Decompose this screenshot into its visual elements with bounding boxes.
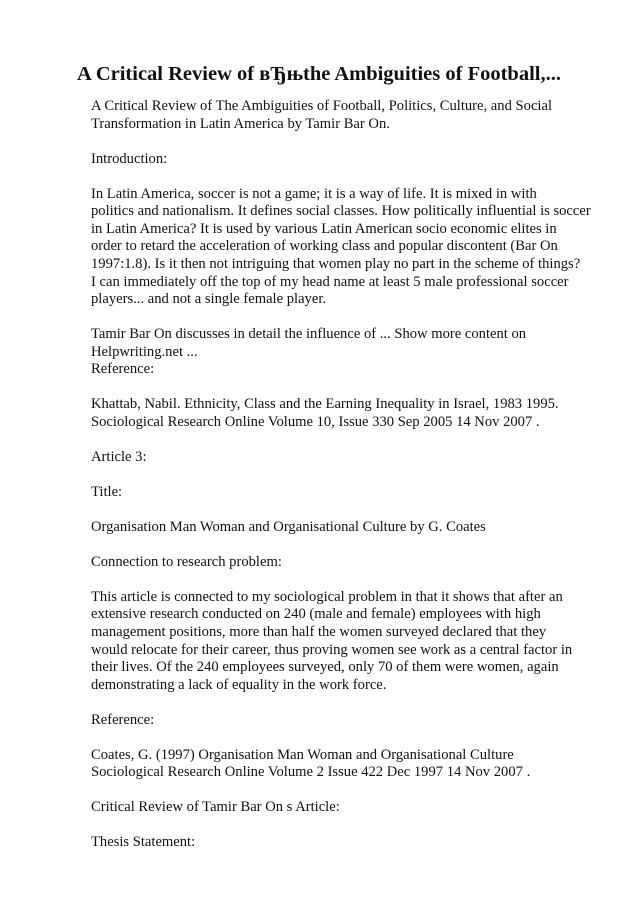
text-line: in Latin America? It is used by various Latin American socio economic elites in bbox=[91, 220, 557, 237]
text-line: A Critical Review of The Ambiguities of Football, Politics, Culture, and Social bbox=[91, 98, 553, 114]
text-line: Coates, G. (1997) Organisation Man Woman and Organisational Culture bbox=[91, 746, 514, 763]
text-line: Connection to research problem: bbox=[91, 553, 282, 570]
text-line: Reference: bbox=[91, 361, 155, 378]
text-line: Critical Review of Tamir Bar On s Article: bbox=[91, 799, 340, 816]
text-line: players... and not a single female player. bbox=[91, 291, 327, 308]
text-line: Thesis Statement: bbox=[91, 834, 196, 851]
text-line: Khattab, Nabil. Ethnicity, Class and the Earning Inequality in Israel, 1983 1995. bbox=[91, 396, 559, 413]
text-line: Introduction: bbox=[91, 150, 168, 167]
text-line: This article is connected to my sociological problem in that it shows that after an bbox=[91, 588, 563, 605]
text-line: demonstrating a lack of equality in the work force. bbox=[91, 676, 387, 693]
text-line: Sociological Research Online Volume 10, Issue 330 Sep 2005 14 Nov 2007 . bbox=[91, 413, 540, 430]
text-line: Transformation in Latin America by Tamir Bar On. bbox=[91, 115, 390, 132]
paragraph bbox=[91, 186, 611, 309]
paragraph bbox=[91, 834, 611, 852]
paragraph bbox=[91, 396, 611, 431]
text-line: In Latin America, soccer is not a game; it is a way of life. It is mixed in with bbox=[91, 185, 537, 202]
text-line: Title: bbox=[91, 483, 123, 500]
text-line: order to retard the acceleration of working class and popular discontent (Bar On bbox=[91, 238, 558, 255]
paragraph bbox=[91, 484, 611, 502]
paragraph bbox=[91, 519, 611, 537]
paragraph bbox=[91, 747, 611, 782]
paragraph bbox=[91, 554, 611, 572]
text-line: Reference: bbox=[91, 711, 155, 728]
text-line: Sociological Research Online Volume 2 Issue 422 Dec 1997 14 Nov 2007 . bbox=[91, 764, 531, 781]
paragraph bbox=[91, 98, 611, 133]
paragraph bbox=[91, 589, 611, 695]
text-line: their lives. Of the 240 employees surveyed, only 70 of them were women, again bbox=[91, 659, 559, 676]
paragraph bbox=[91, 799, 611, 817]
text-line: Organisation Man Woman and Organisational Culture by G. Coates bbox=[91, 518, 486, 535]
document-body bbox=[91, 98, 611, 869]
paragraph bbox=[91, 326, 611, 379]
text-line: extensive research conducted on 240 (male and female) employees with high bbox=[91, 606, 541, 623]
paragraph bbox=[91, 151, 611, 169]
text-line: Helpwriting.net ... bbox=[91, 343, 198, 360]
text-line: politics and nationalism. It defines social classes. How politically influential is soccer bbox=[91, 203, 591, 220]
text-line: management positions, more than half the women surveyed declared that they bbox=[91, 623, 547, 640]
text-line: I can immediately off the top of my head name at least 5 male professional soccer bbox=[91, 273, 569, 290]
paragraph bbox=[91, 449, 611, 467]
text-line: 1997:1.8). Is it then not intriguing that women play no part in the scheme of things? bbox=[91, 255, 581, 272]
document-title: A Critical Review of вЂњthe Ambiguities of Football,... bbox=[77, 63, 561, 85]
text-line: Article 3: bbox=[91, 448, 147, 465]
paragraph bbox=[91, 712, 611, 730]
text-line: Tamir Bar On discusses in detail the influence of ... Show more content on bbox=[91, 326, 527, 343]
text-line: would relocate for their career, thus proving women see work as a central factor in bbox=[91, 641, 573, 658]
